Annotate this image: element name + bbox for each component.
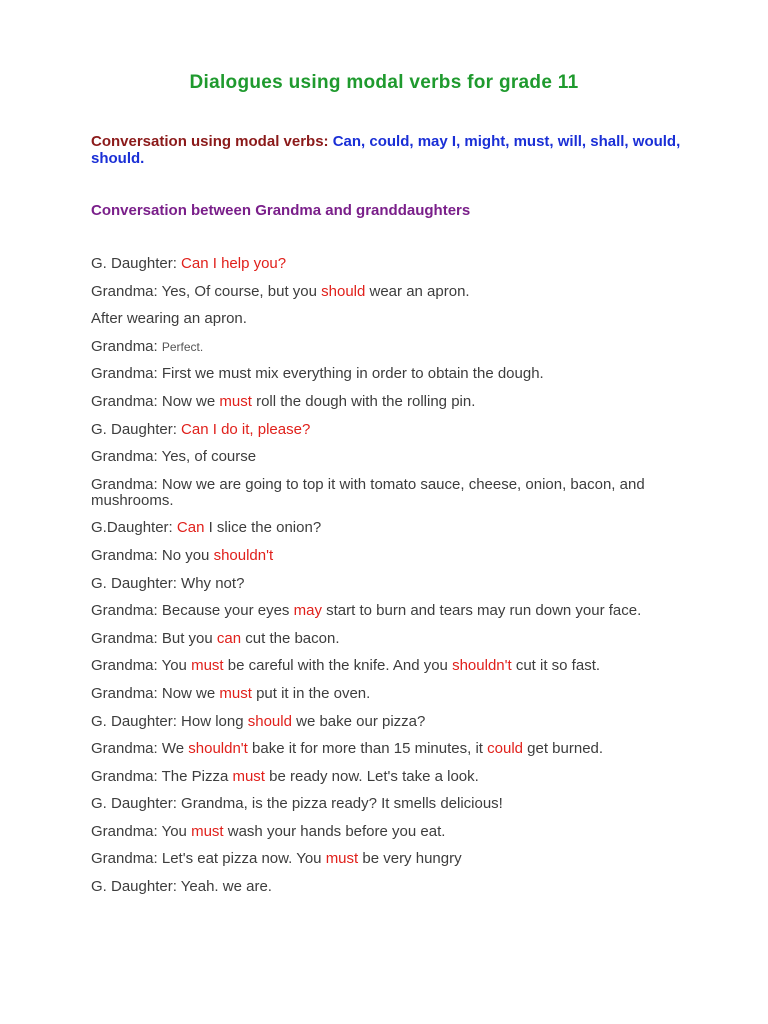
dialogue-text: we bake our pizza? bbox=[291, 712, 426, 730]
dialogue-text: put it in the oven. bbox=[251, 684, 371, 702]
dialogue-text: start to burn and tears may run down your face. bbox=[321, 602, 642, 620]
modal-verb: must bbox=[325, 850, 359, 868]
modal-verb: must bbox=[219, 684, 252, 702]
dialogue-text: Grandma: The Pizza bbox=[91, 767, 233, 785]
dialogue-line bbox=[91, 520, 671, 536]
dialogue-text: be ready now. Let's take a look. bbox=[264, 767, 479, 785]
dialogue-line bbox=[91, 741, 671, 757]
dialogue-text: Grandma: Yes, of course bbox=[91, 448, 257, 466]
dialogue-text: roll the dough with the rolling pin. bbox=[251, 392, 476, 410]
dialogue-line bbox=[91, 769, 671, 785]
dialogue-text: G. Daughter: Why not? bbox=[91, 574, 245, 592]
dialogue-text: Grandma: We bbox=[91, 740, 189, 758]
dialogue-text: Grandma: Now we are going to top it with tomato sauce, cheese, onion, bacon, and mushrooms. bbox=[91, 475, 645, 509]
intro-paragraph bbox=[91, 133, 691, 167]
dialogue-text: Grandma: Let's eat pizza now. You bbox=[91, 850, 326, 868]
dialogue-line bbox=[91, 631, 671, 647]
dialogue-line bbox=[91, 576, 671, 592]
dialogue-text: cut the bacon. bbox=[241, 629, 340, 647]
modal-verb: must bbox=[191, 657, 224, 675]
dialogue-text: Grandma: You bbox=[91, 657, 192, 675]
dialogue-line bbox=[91, 366, 671, 382]
dialogue-list bbox=[91, 256, 671, 907]
dialogue-line bbox=[91, 548, 671, 564]
dialogue-text: be very hungry bbox=[358, 850, 462, 868]
dialogue-text: Grandma: Now we bbox=[91, 392, 220, 410]
dialogue-line bbox=[91, 824, 671, 840]
dialogue-text: G. Daughter: How long bbox=[91, 712, 248, 730]
dialogue-line bbox=[91, 339, 671, 355]
modal-verb: should bbox=[247, 712, 292, 730]
dialogue-text: cut it so fast. bbox=[511, 657, 601, 675]
dialogue-text: After wearing an apron. bbox=[91, 310, 247, 328]
modal-verb: Can bbox=[176, 519, 205, 537]
dialogue-line bbox=[91, 422, 671, 438]
modal-verb: Can I help you? bbox=[181, 255, 287, 272]
dialogue-text: get burned. bbox=[523, 740, 604, 758]
dialogue-text: G. Daughter: Grandma, is the pizza ready? It smells delicious! bbox=[91, 795, 503, 813]
modal-verb: shouldn't bbox=[188, 740, 248, 758]
dialogue-text: Grandma: First we must mix everything in order to obtain the dough. bbox=[91, 365, 544, 383]
dialogue-text: Perfect. bbox=[161, 339, 204, 354]
dialogue-text: Grandma: Yes, Of course, but you bbox=[91, 282, 322, 300]
modal-verb: should bbox=[321, 282, 366, 300]
dialogue-text: I slice the onion? bbox=[204, 519, 322, 537]
dialogue-text: wear an apron. bbox=[365, 282, 470, 300]
dialogue-line bbox=[91, 311, 671, 327]
modal-verb: Can I do it, please? bbox=[181, 420, 311, 438]
modal-verb: must bbox=[191, 822, 224, 840]
modal-verb: must bbox=[232, 767, 265, 785]
dialogue-line bbox=[91, 686, 671, 702]
dialogue-line bbox=[91, 658, 671, 674]
dialogue-text: Grandma: You bbox=[91, 822, 192, 840]
dialogue-line bbox=[91, 796, 671, 812]
dialogue-line bbox=[91, 714, 671, 730]
modal-verb: can bbox=[216, 629, 242, 647]
dialogue-line bbox=[91, 477, 671, 509]
dialogue-text: G. Daughter: bbox=[91, 255, 182, 272]
dialogue-text: Grandma: Now we bbox=[91, 684, 220, 702]
dialogue-text: Grandma: Because your eyes bbox=[91, 602, 294, 620]
modal-verb: shouldn't bbox=[452, 657, 512, 675]
intro-lead: Conversation using modal verbs: bbox=[91, 133, 329, 150]
modal-verb: may bbox=[293, 602, 322, 620]
conversation-subtitle: Conversation between Grandma and granddaughters bbox=[91, 202, 471, 219]
dialogue-text: Grandma: bbox=[91, 337, 162, 355]
modal-verb: could bbox=[487, 740, 523, 758]
dialogue-text: bake it for more than 15 minutes, it bbox=[247, 740, 488, 758]
dialogue-text: G. Daughter: Yeah. we are. bbox=[91, 878, 272, 896]
dialogue-text: be careful with the knife. And you bbox=[223, 657, 453, 675]
dialogue-line bbox=[91, 879, 671, 895]
document-title: Dialogues using modal verbs for grade 11 bbox=[189, 72, 579, 93]
dialogue-text: wash your hands before you eat. bbox=[223, 822, 446, 840]
dialogue-line bbox=[91, 603, 671, 619]
dialogue-line bbox=[91, 284, 671, 300]
dialogue-text: G. Daughter: bbox=[91, 420, 182, 438]
modal-verb: shouldn't bbox=[213, 546, 274, 564]
modal-verb: must bbox=[219, 392, 252, 410]
dialogue-text: G.Daughter: bbox=[91, 519, 177, 537]
dialogue-text: Grandma: No you bbox=[91, 546, 214, 564]
dialogue-line bbox=[91, 449, 671, 465]
dialogue-text: Grandma: But you bbox=[91, 629, 217, 647]
dialogue-line bbox=[91, 256, 671, 272]
intro-verbs: Can, could, may I, might, must, will, shall, would, should. bbox=[91, 133, 681, 167]
dialogue-line bbox=[91, 394, 671, 410]
dialogue-line bbox=[91, 851, 671, 867]
